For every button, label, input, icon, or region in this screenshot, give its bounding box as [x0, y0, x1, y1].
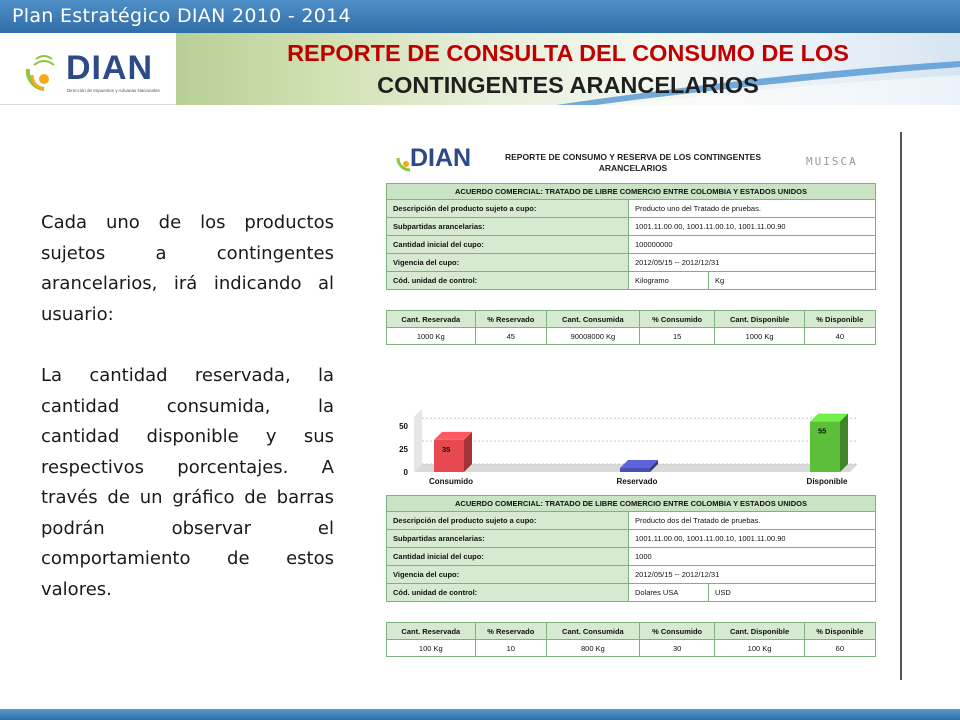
table-row	[387, 496, 876, 512]
x-category-label: Disponible	[806, 477, 848, 486]
dian-logo-text: DIAN	[66, 49, 154, 87]
unit-code: Kg	[709, 272, 876, 290]
field-value: 1000	[629, 548, 876, 566]
table-cell: 40	[804, 328, 875, 345]
x-category-label: Consumido	[429, 477, 473, 486]
column-header: Cant. Disponible	[715, 311, 804, 328]
unit-code: USD	[709, 584, 876, 602]
bar-reservado-front	[620, 468, 650, 472]
table-row	[387, 530, 876, 548]
report-border-line	[900, 132, 902, 680]
table-row	[387, 512, 876, 530]
table-row	[387, 272, 876, 290]
report-title-line2: ARANCELARIOS	[598, 163, 668, 173]
table-row	[387, 236, 876, 254]
dian-logo-subtitle: Dirección de Impuestos y Aduanas Nacionales	[67, 88, 160, 93]
column-header: Cant. Reservada	[387, 623, 476, 640]
report-title-line1: REPORTE DE CONSUMO Y RESERVA DE LOS CONTINGENTES	[505, 152, 761, 162]
bar-value-label: 35	[442, 444, 451, 454]
table-row	[387, 254, 876, 272]
table-cell: 1000 Kg	[715, 328, 804, 345]
table-row	[387, 200, 876, 218]
product2-info-table	[386, 495, 876, 602]
column-header: Cant. Consumida	[546, 623, 639, 640]
table-cell: 100 Kg	[387, 640, 476, 657]
field-value: 1001.11.00.00, 1001.11.00.10, 1001.11.00.90	[629, 530, 876, 548]
body-paragraph-2: La cantidad reservada, la cantidad consumida, la cantidad disponible y sus respectivos porcentajes. A través de un gráfico de barras podrán observar el comportamiento de estos valores.	[41, 365, 334, 600]
field-value: Producto dos del Tratado de pruebas.	[629, 512, 876, 530]
product1-info-table	[386, 183, 876, 290]
agreement-cell: ACUERDO COMERCIAL: TRATADO DE LIBRE COMERCIO ENTRE COLOMBIA Y ESTADOS UNIDOS	[387, 184, 876, 200]
column-header: Cant. Reservada	[387, 311, 476, 328]
column-header: % Disponible	[804, 623, 875, 640]
bottom-bar	[0, 709, 960, 720]
y-tick-label: 0	[403, 468, 408, 477]
bar-chart	[380, 406, 880, 494]
bar-chart-svg	[380, 406, 880, 494]
field-value: Producto uno del Tratado de pruebas.	[629, 200, 876, 218]
table-row	[387, 328, 876, 345]
table-row	[387, 566, 876, 584]
page-title-line1: REPORTE DE CONSULTA DEL CONSUMO DE LOS	[287, 40, 849, 66]
column-header: % Disponible	[804, 311, 875, 328]
dian-logo-icon	[24, 49, 64, 93]
product2-stats-table	[386, 622, 876, 657]
agreement-cell: ACUERDO COMERCIAL: TRATADO DE LIBRE COMERCIO ENTRE COLOMBIA Y ESTADOS UNIDOS	[387, 496, 876, 512]
dian-logo	[24, 45, 164, 95]
unit-name: Dolares USA	[629, 584, 709, 602]
field-label: Cód. unidad de control:	[387, 584, 629, 602]
report-header	[386, 142, 886, 180]
body-text	[41, 208, 334, 605]
field-value: 100000000	[629, 236, 876, 254]
column-header: % Consumido	[639, 311, 715, 328]
unit-name: Kilogramo	[629, 272, 709, 290]
report-logo-text: DIAN	[410, 144, 472, 172]
table-row	[387, 640, 876, 657]
field-label: Vigencia del cupo:	[387, 254, 629, 272]
table-cell: 100 Kg	[715, 640, 804, 657]
field-label: Descripción del producto sujeto a cupo:	[387, 512, 629, 530]
muisca-logo: MUISCA	[806, 155, 858, 168]
table-header-row	[387, 311, 876, 328]
table-cell: 1000 Kg	[387, 328, 476, 345]
report-title	[478, 152, 788, 174]
table-cell: 90008000 Kg	[546, 328, 639, 345]
table-row	[387, 548, 876, 566]
table-cell: 60	[804, 640, 875, 657]
field-label: Descripción del producto sujeto a cupo:	[387, 200, 629, 218]
field-label: Cód. unidad de control:	[387, 272, 629, 290]
page-title-line2: CONTINGENTES ARANCELARIOS	[377, 72, 759, 98]
field-value: 2012/05/15 -- 2012/12/31	[629, 566, 876, 584]
table-cell: 30	[639, 640, 715, 657]
x-category-label: Reservado	[616, 477, 658, 486]
field-value: 1001.11.00.00, 1001.11.00.10, 1001.11.00.90	[629, 218, 876, 236]
column-header: % Consumido	[639, 623, 715, 640]
body-paragraph-1: Cada uno de los productos sujetos a contingentes arancelarios, irá indicando al usuario:	[41, 212, 334, 325]
report-image	[380, 132, 902, 680]
table-row	[387, 218, 876, 236]
table-row	[387, 184, 876, 200]
top-banner	[0, 0, 960, 33]
page-title	[176, 37, 960, 101]
product1-stats-table	[386, 310, 876, 345]
column-header: % Reservado	[475, 623, 546, 640]
table-row	[387, 584, 876, 602]
field-label: Subpartidas arancelarias:	[387, 530, 629, 548]
dian-logo-panel	[0, 33, 176, 105]
y-tick-label: 50	[399, 422, 408, 432]
table-cell: 800 Kg	[546, 640, 639, 657]
banner-text: Plan Estratégico DIAN 2010 - 2014	[12, 5, 351, 27]
chart-side-wall	[414, 409, 422, 472]
field-label: Vigencia del cupo:	[387, 566, 629, 584]
table-cell: 15	[639, 328, 715, 345]
bar-disponible-side	[840, 414, 848, 472]
table-header-row	[387, 623, 876, 640]
report-logo	[396, 144, 476, 176]
column-header: Cant. Consumida	[546, 311, 639, 328]
table-cell: 45	[475, 328, 546, 345]
field-label: Cantidad inicial del cupo:	[387, 236, 629, 254]
bar-value-label: 55	[818, 426, 827, 436]
field-label: Subpartidas arancelarias:	[387, 218, 629, 236]
field-value: 2012/05/15 -- 2012/12/31	[629, 254, 876, 272]
column-header: Cant. Disponible	[715, 623, 804, 640]
table-cell: 10	[475, 640, 546, 657]
field-label: Cantidad inicial del cupo:	[387, 548, 629, 566]
column-header: % Reservado	[475, 311, 546, 328]
y-tick-label: 25	[399, 445, 408, 455]
